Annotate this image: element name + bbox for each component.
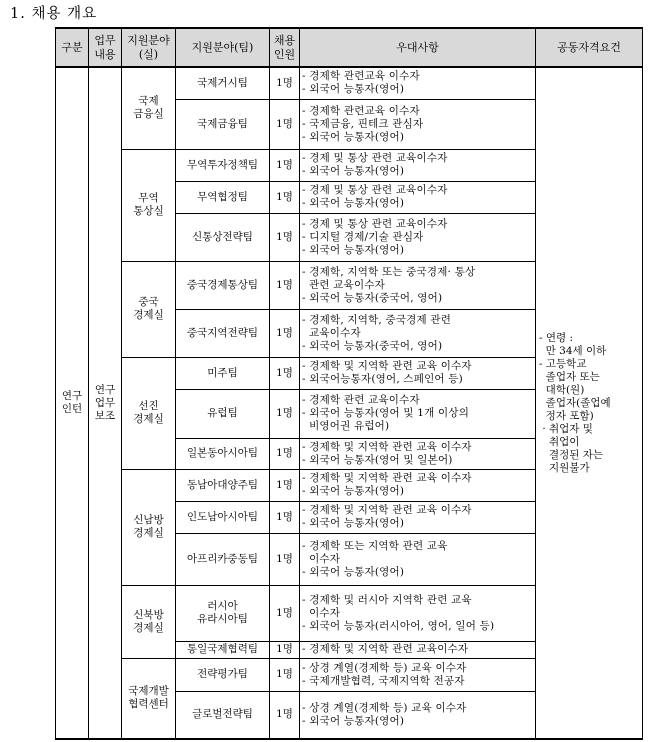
count-cell: 1명 <box>270 533 300 585</box>
preferred-line: 교육이수자 <box>302 326 361 339</box>
count-cell: 1명 <box>270 357 300 389</box>
team-cell: 무역협정팀 <box>176 181 270 213</box>
team-cell: 러시아 유라시아팀 <box>176 585 270 641</box>
preferred-line: - 상경 계열(경제학 등) 교육 이수자 <box>302 701 467 714</box>
team-cell: 전략평가팀 <box>176 658 270 691</box>
office-cell: 선진 경제실 <box>122 357 176 469</box>
preferred-line: - 경제학 및 지역학 관련 교육이수자 <box>302 643 469 655</box>
header-preferred: 우대사항 <box>300 28 536 67</box>
header-task: 업무 내용 <box>89 28 122 67</box>
office-cell: 국제 금융실 <box>122 67 176 149</box>
preferred-line: - 경제학 및 지역학 관련 교육 이수자 <box>302 440 472 453</box>
preferred-cell <box>300 213 536 261</box>
preferred-cell <box>300 501 536 533</box>
count-cell: 1명 <box>270 501 300 533</box>
preferred-line: - 경제학 및 지역학 관련 교육 이수자 <box>302 472 472 484</box>
header-count: 채용 인원 <box>270 28 300 67</box>
preferred-cell <box>300 357 536 389</box>
preferred-line: 이수자 <box>302 606 341 619</box>
requirement-line: - 연령 : <box>539 331 574 344</box>
count-cell: 1명 <box>270 691 300 739</box>
preferred-cell <box>300 67 536 99</box>
team-cell: 국제금융팀 <box>176 99 270 149</box>
preferred-line: - 외국어 능통자(영어) <box>302 83 405 96</box>
count-cell: 1명 <box>270 585 300 641</box>
preferred-line: - 외국어 능통자(영어) <box>302 517 405 529</box>
team-cell: 중국지역전략팀 <box>176 309 270 357</box>
requirement-line: 지원불가 <box>539 461 590 474</box>
preferred-cell <box>300 389 536 438</box>
preferred-line: - 디지털 경제/기술 관심자 <box>302 230 424 243</box>
preferred-cell <box>300 641 536 658</box>
count-cell: 1명 <box>270 67 300 99</box>
category-cell: 연구 인턴 <box>56 67 89 739</box>
requirement-line: 졸업자 또는 <box>539 370 600 383</box>
office-cell: 무역 통상실 <box>122 149 176 261</box>
count-cell: 1명 <box>270 469 300 501</box>
preferred-line: - 외국어 능통자(영어) <box>302 197 405 209</box>
preferred-cell <box>300 469 536 501</box>
header-team: 지원분야(팀) <box>176 28 270 67</box>
preferred-cell <box>300 438 536 469</box>
count-cell: 1명 <box>270 149 300 181</box>
preferred-cell <box>300 309 536 357</box>
preferred-line: - 경제 및 통상 관련 교육이수자 <box>302 217 448 230</box>
count-cell: 1명 <box>270 99 300 149</box>
requirement-line: 정자 포함) <box>539 409 594 422</box>
team-cell: 중국경제통상팀 <box>176 261 270 309</box>
preferred-line: - 상경 계열(경제학 등) 교육 이수자 <box>302 661 467 674</box>
preferred-line: - 경제 및 통상 관련 교육이수자 <box>302 152 448 164</box>
preferred-line: - 경제학 및 지역학 관련 교육 이수자 <box>302 504 472 516</box>
preferred-line: - 외국어능통자(영어, 스페인어 등) <box>302 373 463 385</box>
requirement-line: 졸업자(졸업예 <box>539 396 611 409</box>
team-cell: 미주팀 <box>176 357 270 389</box>
preferred-line: - 외국어 능통자(중국어, 영어) <box>302 339 443 352</box>
team-cell: 신통상전략팀 <box>176 213 270 261</box>
team-cell: 인도남아시아팀 <box>176 501 270 533</box>
section-title: 1. 채용 개요 <box>10 6 98 22</box>
preferred-line: - 외국어 능통자(영어) <box>302 485 405 497</box>
count-cell: 1명 <box>270 658 300 691</box>
preferred-line: - 외국어 능통자(중국어, 영어) <box>302 291 443 304</box>
header-office: 지원분야 (실) <box>122 28 176 67</box>
preferred-line: - 경제학 관련 교육이수자 <box>302 394 420 406</box>
office-cell: 중국 경제실 <box>122 261 176 357</box>
preferred-cell <box>300 585 536 641</box>
preferred-line: - 외국어 능통자(러시아어, 영어, 일어 등) <box>302 619 495 632</box>
task-cell: 연구 업무 보조 <box>89 67 122 739</box>
team-cell: 통일국제협력팀 <box>176 641 270 658</box>
header-row <box>56 28 643 67</box>
team-cell: 아프리카중동팀 <box>176 533 270 585</box>
count-cell: 1명 <box>270 309 300 357</box>
count-cell: 1명 <box>270 438 300 469</box>
requirement-line: · 취업자 및 <box>539 422 593 435</box>
requirement-line: 만 34세 이하 <box>539 344 607 357</box>
team-cell: 국제거시팀 <box>176 67 270 99</box>
preferred-cell <box>300 658 536 691</box>
preferred-line: - 경제학 또는 지역학 관련 교육 <box>302 539 448 552</box>
preferred-cell <box>300 181 536 213</box>
common-requirements-cell <box>536 67 643 739</box>
preferred-line: - 경제 및 통상 관련 교육이수자 <box>302 184 448 196</box>
preferred-cell <box>300 261 536 309</box>
preferred-line: - 외국어 능통자(영어 및 일본어) <box>302 453 453 466</box>
table-row <box>56 67 643 99</box>
requirement-line: - 고등학교 <box>539 357 587 370</box>
preferred-line: - 외국어 능통자(영어) <box>302 165 405 177</box>
header-common: 공동자격요건 <box>536 28 643 67</box>
office-cell: 신남방 경제실 <box>122 469 176 585</box>
preferred-line: - 외국어 능통자(영어) <box>302 243 405 256</box>
count-cell: 1명 <box>270 261 300 309</box>
preferred-line: 관련 교육이수자 <box>302 278 386 291</box>
office-cell: 국제개발 협력센터 <box>122 658 176 739</box>
requirement-line: 취업이 <box>539 435 580 448</box>
preferred-cell <box>300 533 536 585</box>
count-cell: 1명 <box>270 389 300 438</box>
preferred-line: - 외국어 능통자(영어) <box>302 565 405 578</box>
requirement-line: 결정된 자는 <box>539 448 604 461</box>
count-cell: 1명 <box>270 641 300 658</box>
preferred-line: - 경제학, 지역학 또는 중국경제· 통상 <box>302 265 476 278</box>
preferred-line: - 외국어 능통자(영어 및 1개 이상의 <box>302 407 470 419</box>
preferred-cell <box>300 691 536 739</box>
preferred-line: 비영어권 유럽어) <box>302 420 390 432</box>
preferred-line: - 경제학 관련교육 이수자 <box>302 70 420 83</box>
preferred-line: - 경제학 및 러시아 지역학 관련 교육 <box>302 593 472 606</box>
preferred-line: - 외국어 능통자(영어) <box>302 130 405 143</box>
team-cell: 일본동아시아팀 <box>176 438 270 469</box>
preferred-cell <box>300 99 536 149</box>
requirement-line: 대학(원) <box>539 383 585 396</box>
preferred-line: - 경제학, 지역학, 중국경제 관련 <box>302 313 452 326</box>
preferred-line: - 외국어 능통자(영어) <box>302 714 405 727</box>
team-cell: 동남아대양주팀 <box>176 469 270 501</box>
team-cell: 무역투자정책팀 <box>176 149 270 181</box>
recruitment-table <box>55 27 643 740</box>
team-cell: 유럽팀 <box>176 389 270 438</box>
count-cell: 1명 <box>270 213 300 261</box>
preferred-line: - 경제학 관련교육 이수자 <box>302 104 420 117</box>
preferred-line: - 국제개발협력, 국제지역학 전공자 <box>302 674 465 687</box>
preferred-line: - 국제금융, 핀테크 관심자 <box>302 117 424 130</box>
office-cell: 신북방 경제실 <box>122 585 176 658</box>
team-cell: 글로벌전략팀 <box>176 691 270 739</box>
header-category: 구분 <box>56 28 89 67</box>
count-cell: 1명 <box>270 181 300 213</box>
preferred-line: 이수자 <box>302 552 341 565</box>
preferred-cell <box>300 149 536 181</box>
preferred-line: - 경제학 및 지역학 관련 교육 이수자 <box>302 360 472 372</box>
